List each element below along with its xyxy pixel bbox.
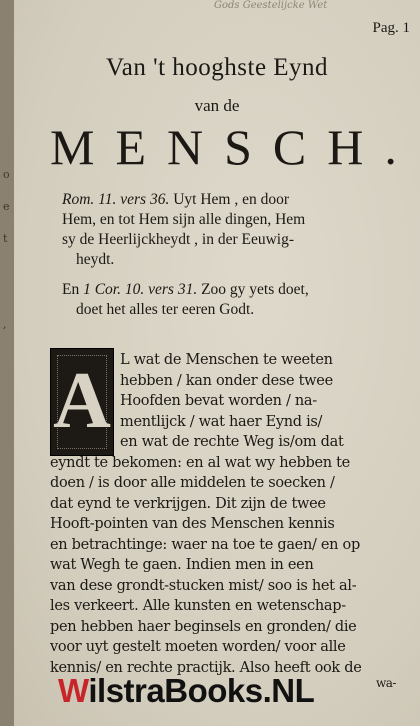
body-line: doen / is door alle middelen te soecken /	[50, 475, 335, 491]
ornamental-drop-cap	[50, 348, 114, 456]
drop-cap-letter: A	[53, 357, 111, 445]
bleed-through-text: Gods Geestelijcke Wet	[214, 0, 328, 11]
watermark-logo	[58, 672, 396, 710]
verse-text: Uyt Hem , en door	[169, 191, 290, 208]
verse-text: sy de Heerlijckheydt , in der Eeuwig-	[62, 231, 294, 248]
verse-line	[76, 250, 114, 270]
verse-line	[62, 230, 294, 250]
body-line: van dese grondt-stucken mist/ soo is het al-	[50, 577, 357, 594]
verse-text: Hem, en tot Hem sijn alle dingen, Hem	[62, 211, 306, 228]
margin-mark: e	[3, 200, 10, 213]
body-line: eyndt te bekomen: en al wat wy hebben te	[50, 454, 350, 471]
verse-text: Zoo gy yets doet,	[197, 281, 309, 298]
previous-page-edge	[0, 0, 14, 726]
body-line: hebben / kan onder dese twee	[120, 372, 333, 389]
verse-line	[62, 280, 309, 300]
body-line: Hoofden bevat worden / na-	[120, 393, 317, 409]
body-line: dat eynd te verkrijgen. Dit zijn de twee	[50, 495, 326, 512]
verse-text: doet het alles ter eeren Godt.	[76, 301, 255, 318]
watermark-trailing-text: wa-	[376, 676, 396, 690]
title-line-3: MENSCH.	[50, 119, 418, 175]
body-line: wat Wegh te gaen. Indien men in een	[50, 557, 314, 573]
verse-line	[62, 190, 289, 210]
verse-reference: Rom. 11. vers 36.	[62, 191, 170, 208]
body-line: en wat de rechte Weg is/om dat	[120, 434, 344, 450]
book-page	[14, 0, 420, 726]
verse-reference: 1 Cor. 10. vers 31.	[83, 281, 198, 298]
body-line: L wat de Menschen te weeten	[120, 352, 333, 368]
watermark-first-letter: W	[58, 672, 89, 709]
body-line: mentlijck / wat haer Eynd is/	[120, 413, 323, 430]
verse-text: En	[62, 281, 84, 298]
body-line: Hooft-pointen van des Menschen kennis	[50, 516, 335, 532]
verse-text: heydt.	[76, 251, 115, 268]
margin-mark: ,	[3, 318, 7, 331]
margin-mark: o	[3, 168, 10, 181]
page-number: Pag. 1	[372, 20, 410, 36]
body-line: kennis/ en rechte practijk. Also heeft ook de	[50, 659, 362, 676]
body-line: les verkeert. Alle kunsten en wetenschap-	[50, 598, 346, 614]
title-line-1: Van 't hooghste Eynd	[105, 54, 329, 81]
body-line: voor uyt gestelt moeten worden/ voor alle	[50, 639, 346, 655]
body-line: en betrachtinge: waer na toe te gaen/ en op	[50, 536, 360, 553]
body-line: pen hebben haer beginsels en gronden/ die	[50, 618, 357, 635]
title-line-2: van de	[194, 96, 240, 115]
verse-line	[62, 210, 305, 230]
verse-line	[76, 300, 254, 320]
watermark-rest: ilstraBooks.NL	[88, 672, 315, 709]
margin-mark: t	[3, 232, 8, 245]
